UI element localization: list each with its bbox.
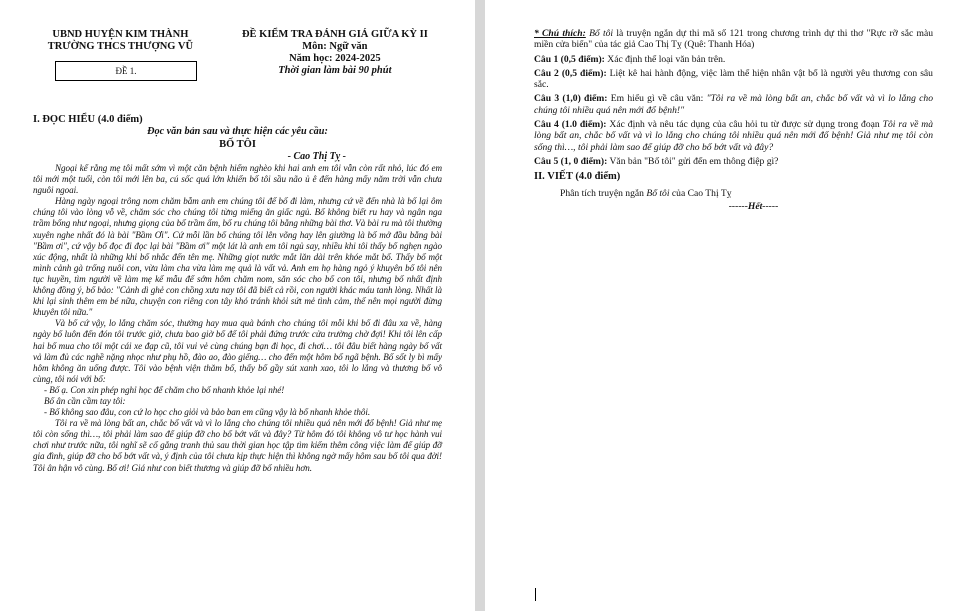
- exam-info-block: [228, 29, 442, 81]
- question-5: [534, 156, 933, 167]
- story-paragraph: Ngoại kể rằng mẹ tôi mất sớm vì một căn bệnh hiểm nghèo khi hai anh em tôi vẫn còn rất nhỏ, lúc đó em tôi mới một tuổi, còn tôi mới lên ba, cú sốc quá lớn khiến bố tôi sầu não ủ ê đến hàng mấy năm trời vẫn chưa nguôi ngoai.: [33, 163, 442, 196]
- story-paragraph: - Bố không sao đâu, con cứ lo học cho giỏi và bảo ban em cũng vậy là bố nhanh khỏe thôi.: [44, 407, 371, 418]
- question-label: Câu 1 (0,5 điểm):: [534, 53, 605, 65]
- story-title: BỐ TÔI: [219, 139, 256, 150]
- writing-task-title: Bố tôi: [646, 187, 670, 199]
- question-text: Văn bản "Bố tôi" gửi đến em thông điệp gì?: [607, 155, 779, 167]
- exam-year: Năm học: 2024-2025: [289, 53, 381, 64]
- story-paragraph: Hàng ngày ngoại trông nom chăm bẵm anh em chúng tôi để bố đi làm, nhưng cứ về đến nhà là bố lại ôm chúng tôi vào lòng vỗ về, chăm sóc cho chúng tôi từng miếng ăn giấc ngủ. Bố không biết ru hay và ngân nga trầm bổng như ngoại, nhưng giọng của bố trầm ấm, bố ru chúng tôi bằng những bài thơ. Và bài ru mà tôi thường xuyên nghe nhất đó là bài "Bầm Ơi". Cứ mỗi lần bố chúng tôi lên võng hay lên giường là bố mở đầu bằng bài "Bầm ơi", cứ vậy bố đọc đi đọc lại bài "Bầm ơi" một lát là anh em tôi ngủ say, nhiều khi tôi thấy bố nghẹn ngào xúc động, nhất là những khi bố nhắc đến tên mẹ. Những giọt nước mắt lăn dài trên khóe mắt bố. Thấy bố một mình cảnh gà trống nuôi con, vừa làm cha vừa làm mẹ quả là vất vả. Anh em họ hàng ngỏ ý khuyên bố tôi nên tục huyền, tìm người về làm mẹ kế mẫu để sớm hôm chăm nom, săn sóc cho bố con tôi, nhưng bố nhất định không đồng ý, bố bảo: "Cảnh dì ghẻ con chồng xưa nay tôi đã biết cả rồi, con người khác máu tanh lòng. Nhất là khi lại sinh thêm em bé nữa, chuyện con riêng con tây khó tránh khỏi sứt mẻ tình cảm, thế nên mọi người đừng khuyên tôi nữa.": [33, 196, 442, 318]
- question-text: Xác định thể loại văn bản trên.: [604, 53, 726, 65]
- question-quote: "Tôi ra về mà lòng bất an, chắc bố vất và vì lo lắng cho chúng tôi nhiều quá nên mới đổ bệnh!": [534, 93, 933, 116]
- questions-block: [534, 28, 933, 212]
- question-label: Câu 5 (1, 0 điểm):: [534, 155, 608, 167]
- reading-instruction: Đọc văn bản sau và thực hiện các yêu cầu:: [147, 126, 328, 137]
- exam-title: ĐỀ KIỂM TRA ĐÁNH GIÁ GIỮA KỲ II: [241, 29, 428, 40]
- exam-time: Thời gian làm bài 90 phút: [278, 65, 392, 76]
- story-paragraph: Bố ân cần cầm tay tôi:: [44, 395, 126, 406]
- question-quote: Tôi ra về mà lòng bất an, chắc bố vất và vì lo lắng cho chúng tôi nhiều quá nên mới đổ bệnh! Giả như mẹ tôi còn sống thì…, tôi phải làm sao để giúp đỡ cho bố bớt vất và đây?: [534, 119, 933, 153]
- writing-task: [534, 188, 933, 199]
- school-block: [23, 29, 218, 81]
- footnote-title: Bố tôi: [589, 28, 614, 39]
- end-mark: ------Hết-----: [728, 200, 779, 212]
- writing-task-post: của Cao Thị Tỵ: [669, 187, 732, 199]
- exam-header: [33, 29, 442, 81]
- question-text: Liệt kê hai hành động, việc làm thể hiện nhân vật bố là người yêu thương con sâu sắc.: [534, 67, 933, 91]
- writing-section-title: II. VIẾT (4.0 điểm): [534, 171, 621, 183]
- school-line-2: TRƯỜNG THCS THƯỢNG VŨ: [47, 41, 194, 52]
- school-line-1: UBND HUYỆN KIM THÀNH: [52, 29, 189, 40]
- exam-subject: Môn: Ngữ văn: [302, 41, 368, 52]
- question-2: [534, 68, 933, 91]
- reading-section-title: I. ĐỌC HIỂU (4.0 điểm): [33, 114, 143, 125]
- story-paragraph: - Bố ạ. Con xin phép nghỉ học để chăm cho bố nhanh khỏe lại nhé!: [44, 384, 285, 395]
- story-body: [33, 163, 442, 474]
- story-author: - Cao Thị Tỵ -: [287, 151, 346, 162]
- question-text: Em hiểu gì về câu văn:: [607, 93, 707, 105]
- question-text: Xác định và nêu tác dụng của câu hỏi tu từ được sử dụng trong đoạn: [606, 119, 883, 131]
- text-cursor: [535, 588, 536, 601]
- story-paragraph: Tôi ra về mà lòng bất an, chắc bố vất và vì lo lắng cho chúng tôi nhiều quá nên mới đổ bệnh! Giả như mẹ tôi còn sống thì…, tôi phải làm sao để giúp đỡ cho bố bớt vất và đây? Từ hôm đó tôi không vô tư học hành vui chơi như trước nữa, tôi nghĩ sẽ cố gắng tranh thủ sau thời gian học tập tìm kiếm thêm công việc làm để giúp đỡ gia đình, giúp đỡ cho bố bớt vất và, ý định của tôi chưa kịp thực hiện thì không ngờ mấy hôm sau bố tôi qua đời! Tôi ân hận vô cùng. Bố ơi! Giá như con biết thương và giúp đỡ bố nhiều hơn.: [33, 418, 442, 473]
- question-3: [534, 93, 933, 116]
- question-label: Câu 2 (0,5 điểm):: [534, 67, 607, 79]
- question-label: Câu 3 (1,0) điểm:: [534, 93, 608, 105]
- footnote-label: * Chú thích:: [534, 28, 586, 39]
- page-two: [485, 0, 967, 611]
- question-1: [534, 54, 933, 65]
- page-one: [0, 0, 475, 611]
- story-paragraph: Và bố cứ vậy, lo lắng chăm sóc, thường hay mua quà bánh cho chúng tôi mỗi khi bố đi đâu xa về, hàng ngày bố luôn đến đón tôi trước giờ, chưa bao giờ bố để tôi phải đứng trước cửa trường chờ đợi! Khi tôi lên cấp hai bố mua cho tôi một cái xe đạp cũ, tôi vui vẻ cùng chúng bạn đi học, đi chơi… tôi đâu biết hàng ngày bố vất vả làm đủ các nghề nặng nhọc như phụ hồ, đào ao, đào giếng… cho đến một hôm bố ngã bệnh. Bố sốt ly bì mấy hôm không ăn uống được. Tôi vào bệnh viện thăm bố, thấy bố gầy sút xanh xao, tôi lo lắng và thương bố vô cùng, tôi nói với bố:: [33, 318, 442, 384]
- question-label: Câu 4 (1.0 điểm):: [534, 119, 607, 131]
- footnote: [534, 28, 933, 51]
- exam-code-box: ĐỀ 1.: [55, 61, 197, 81]
- footnote-text: là truyện ngắn dự thi mã số 121 trong chương trình dự thi thơ "Rực rỡ sắc màu miền cửa biển" của tác giả Cao Thị Tỵ (Quê: Thanh Hóa): [534, 28, 934, 51]
- question-4: [534, 119, 933, 153]
- writing-task-pre: Phân tích truyện ngắn: [560, 187, 647, 199]
